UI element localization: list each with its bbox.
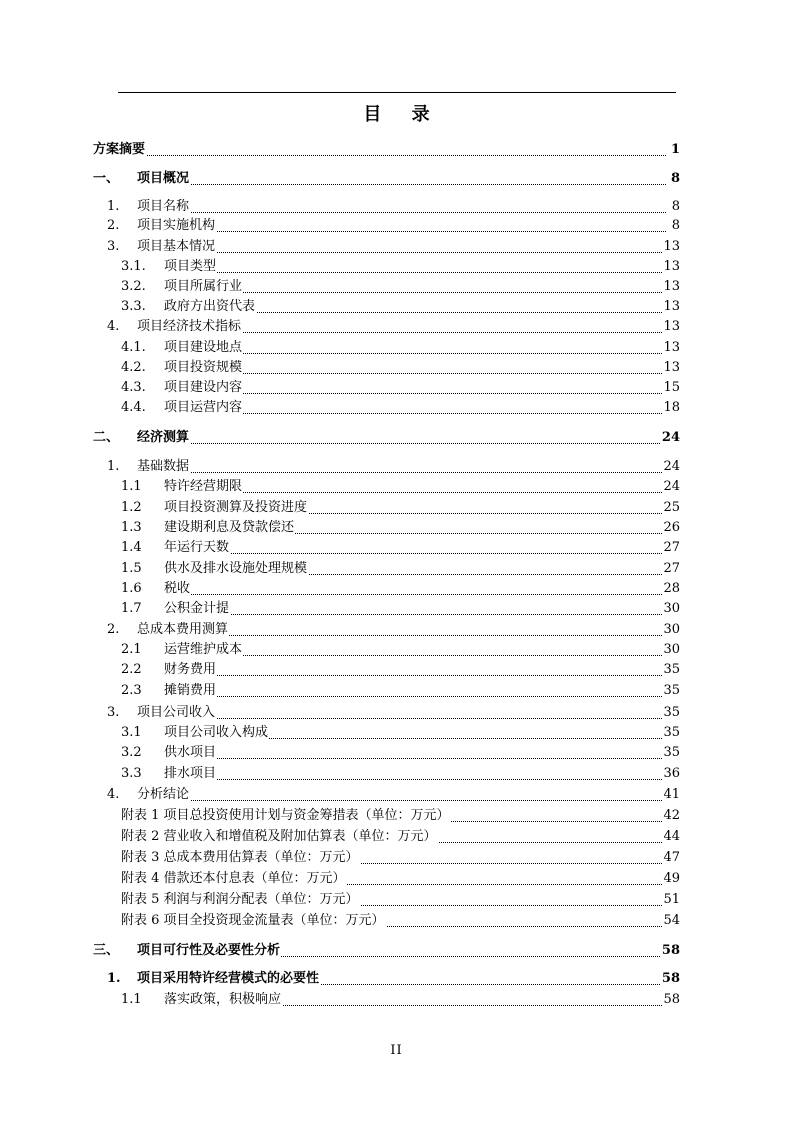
toc-entry[interactable] bbox=[0, 620, 793, 640]
toc-entry[interactable] bbox=[0, 197, 793, 217]
toc-entry-number: 4. bbox=[107, 319, 120, 334]
toc-entry-page: 27 bbox=[662, 538, 680, 558]
toc-entry-number: 1.3 bbox=[121, 520, 142, 535]
toc-entry-page: 49 bbox=[662, 869, 680, 889]
toc-entry[interactable] bbox=[0, 764, 793, 784]
toc-entry-number: 二、 bbox=[93, 430, 120, 445]
toc-entry[interactable] bbox=[0, 216, 793, 236]
toc-entry-number: 3. bbox=[107, 705, 120, 720]
toc-leader-dots bbox=[137, 250, 666, 253]
toc-entry-title: 项目采用特许经营模式的必要性 bbox=[137, 969, 320, 989]
toc-entry-title: 项目公司收入 bbox=[137, 703, 216, 723]
toc-entry-title: 运营维护成本 bbox=[164, 640, 243, 660]
toc-entry[interactable] bbox=[0, 169, 793, 189]
page-number: II bbox=[390, 1043, 403, 1058]
toc-entry-number: 3.3. bbox=[121, 299, 146, 314]
toc-entry-page: 13 bbox=[662, 358, 680, 378]
toc-entry-page: 58 bbox=[662, 990, 680, 1010]
toc-entry-title: 项目实施机构 bbox=[137, 216, 216, 236]
toc-entry-number: 3. bbox=[107, 239, 120, 254]
toc-entry-number: 3.1. bbox=[121, 259, 146, 274]
toc-entry-number: 1.7 bbox=[121, 601, 142, 616]
toc-leader-dots bbox=[137, 182, 666, 185]
toc-entry[interactable] bbox=[0, 518, 793, 538]
toc-entry-number: 4.4. bbox=[121, 400, 146, 415]
toc-entry[interactable] bbox=[0, 428, 793, 448]
toc-entry-title: 附表 5 利润与利润分配表（单位：万元） bbox=[121, 890, 360, 910]
toc-entry[interactable] bbox=[0, 969, 793, 989]
toc-leader-dots bbox=[164, 270, 666, 273]
toc-entry-page: 24 bbox=[662, 477, 680, 497]
toc-entry-title: 项目投资测算及投资进度 bbox=[164, 498, 308, 518]
toc-entry-page: 18 bbox=[662, 398, 680, 418]
toc-entry[interactable] bbox=[0, 140, 793, 160]
toc-entry-page: 26 bbox=[662, 518, 680, 538]
toc-leader-dots bbox=[137, 441, 666, 444]
toc-entry-number: 1.1 bbox=[121, 479, 142, 494]
toc-entry-title: 落实政策，积极响应 bbox=[164, 990, 282, 1010]
toc-leader-dots bbox=[164, 592, 666, 595]
toc-entry-title: 基础数据 bbox=[137, 457, 190, 477]
page-title: 目 录 bbox=[363, 104, 442, 125]
toc-entry-page: 58 bbox=[661, 969, 680, 989]
toc-entry-title: 项目建设地点 bbox=[164, 338, 243, 358]
toc-entry[interactable] bbox=[0, 723, 793, 743]
toc-entry-number: 1.2 bbox=[121, 500, 142, 515]
toc-entry-number: 1.6 bbox=[121, 581, 142, 596]
toc-entry-title: 项目类型 bbox=[164, 257, 217, 277]
toc-entry[interactable] bbox=[0, 317, 793, 337]
toc-entry[interactable] bbox=[0, 338, 793, 358]
toc-entry-title: 年运行天数 bbox=[164, 538, 230, 558]
toc-entry-title: 总成本费用测算 bbox=[137, 620, 229, 640]
toc-leader-dots bbox=[164, 694, 666, 697]
toc-leader-dots bbox=[164, 756, 666, 759]
toc-entry-page: 8 bbox=[671, 197, 680, 217]
toc-entry-page: 35 bbox=[662, 743, 680, 763]
toc-entry-page: 13 bbox=[662, 297, 680, 317]
toc-entry[interactable] bbox=[0, 806, 793, 826]
toc-entry-page: 1 bbox=[670, 140, 680, 160]
toc-leader-dots bbox=[137, 210, 666, 213]
toc-leader-dots bbox=[164, 612, 666, 615]
toc-entry-title: 政府方出资代表 bbox=[164, 297, 256, 317]
toc-entry-number: 1.4 bbox=[121, 540, 142, 555]
toc-entry-title: 附表 4 借款还本付息表（单位：万元） bbox=[121, 869, 347, 889]
toc-entry-title: 项目可行性及必要性分析 bbox=[137, 941, 281, 961]
toc-entry[interactable] bbox=[0, 869, 793, 889]
toc-entry-title: 附表 1 项目总投资使用计划与资金筹措表（单位：万元） bbox=[121, 806, 451, 826]
toc-entry-page: 8 bbox=[670, 169, 680, 189]
toc-entry-page: 25 bbox=[662, 498, 680, 518]
toc-entry-number: 2. bbox=[107, 218, 120, 233]
toc-entry[interactable] bbox=[0, 990, 793, 1010]
toc-entry-title: 附表 2 营业收入和增值税及附加估算表（单位：万元） bbox=[121, 827, 438, 847]
toc-entry-title: 公积金计提 bbox=[164, 599, 230, 619]
toc-entry-title: 经济测算 bbox=[137, 428, 190, 448]
toc-entry-title: 特许经营期限 bbox=[164, 477, 243, 497]
toc-entry[interactable] bbox=[0, 457, 793, 477]
toc-entry-number: 三、 bbox=[93, 943, 120, 958]
toc-entry-title: 税收 bbox=[164, 579, 191, 599]
toc-entry[interactable] bbox=[0, 785, 793, 805]
toc-entry-page: 58 bbox=[661, 941, 680, 961]
toc-entry[interactable] bbox=[0, 477, 793, 497]
toc-entry-page: 35 bbox=[662, 681, 680, 701]
toc-entry-title: 供水项目 bbox=[164, 743, 217, 763]
toc-entry-page: 35 bbox=[662, 703, 680, 723]
toc-entry-title: 项目概况 bbox=[137, 169, 190, 189]
toc-entry[interactable] bbox=[0, 911, 793, 931]
toc-entry-title: 附表 3 总成本费用估算表（单位：万元） bbox=[121, 848, 360, 868]
toc-entry-title: 项目所属行业 bbox=[164, 277, 243, 297]
toc-entry-page: 30 bbox=[662, 599, 680, 619]
toc-entry[interactable] bbox=[0, 297, 793, 317]
toc-entry-number: 2.1 bbox=[121, 642, 142, 657]
toc-entry-title: 摊销费用 bbox=[164, 681, 217, 701]
toc-entry-number: 3.2 bbox=[121, 745, 142, 760]
toc-entry[interactable] bbox=[0, 703, 793, 723]
toc-entry-page: 13 bbox=[662, 257, 680, 277]
toc-entry-page: 8 bbox=[671, 216, 680, 236]
toc-entry[interactable] bbox=[0, 398, 793, 418]
toc-entry-title: 附表 6 项目全投资现金流量表（单位：万元） bbox=[121, 911, 386, 931]
toc-entry-number: 1. bbox=[107, 199, 120, 214]
toc-entry[interactable] bbox=[0, 681, 793, 701]
toc-entry-title: 供水及排水设施处理规模 bbox=[164, 559, 308, 579]
toc-entry-page: 15 bbox=[662, 378, 680, 398]
toc-entry-title: 建设期利息及贷款偿还 bbox=[164, 518, 295, 538]
toc-leader-dots bbox=[164, 673, 666, 676]
toc-entry-page: 24 bbox=[661, 428, 680, 448]
toc-entry-number: 4.3. bbox=[121, 380, 146, 395]
toc-entry[interactable] bbox=[0, 599, 793, 619]
toc-entry-title: 项目公司收入构成 bbox=[164, 723, 269, 743]
toc-entry-number: 2.3 bbox=[121, 683, 142, 698]
toc-entry[interactable] bbox=[0, 941, 793, 961]
toc-leader-dots bbox=[164, 777, 666, 780]
toc-entry[interactable] bbox=[0, 579, 793, 599]
toc-leader-dots bbox=[93, 153, 666, 156]
toc-entry-title: 项目投资规模 bbox=[164, 358, 243, 378]
toc-entry[interactable] bbox=[0, 498, 793, 518]
toc-entry-number: 3.1 bbox=[121, 725, 142, 740]
toc-entry[interactable] bbox=[0, 257, 793, 277]
toc-entry[interactable] bbox=[0, 660, 793, 680]
toc-entry-number: 4.2. bbox=[121, 360, 146, 375]
toc-entry-page: 30 bbox=[662, 620, 680, 640]
toc-entry-number: 一、 bbox=[93, 171, 120, 186]
toc-entry-page: 13 bbox=[662, 317, 680, 337]
toc-entry[interactable] bbox=[0, 743, 793, 763]
toc-leader-dots bbox=[137, 798, 666, 801]
toc-entry-title: 项目运营内容 bbox=[164, 398, 243, 418]
toc-entry[interactable] bbox=[0, 559, 793, 579]
toc-entry-page: 35 bbox=[662, 660, 680, 680]
toc-entry-page: 13 bbox=[662, 338, 680, 358]
toc-entry-number: 1. bbox=[107, 459, 120, 474]
toc-entry-page: 41 bbox=[662, 785, 680, 805]
toc-entry[interactable] bbox=[0, 827, 793, 847]
toc-entry-number: 1. bbox=[107, 971, 121, 986]
toc-entry-number: 2. bbox=[107, 622, 120, 637]
toc-entry-number: 1.5 bbox=[121, 561, 142, 576]
toc-entry-page: 51 bbox=[662, 890, 680, 910]
toc-entry-page: 44 bbox=[662, 827, 680, 847]
toc-leader-dots bbox=[164, 551, 666, 554]
toc-entry-page: 24 bbox=[662, 457, 680, 477]
toc-entry-title: 排水项目 bbox=[164, 764, 217, 784]
toc-leader-dots bbox=[137, 470, 666, 473]
toc-leader-dots bbox=[137, 716, 666, 719]
toc-leader-dots bbox=[137, 229, 666, 232]
toc-entry[interactable] bbox=[0, 890, 793, 910]
toc-entry-title: 项目基本情况 bbox=[137, 237, 216, 257]
toc-entry-page: 35 bbox=[662, 723, 680, 743]
toc-entry-page: 42 bbox=[662, 806, 680, 826]
toc-entry-page: 13 bbox=[662, 237, 680, 257]
toc-entry-number: 2.2 bbox=[121, 662, 142, 677]
toc-entry[interactable] bbox=[0, 378, 793, 398]
toc-entry-number: 1.1 bbox=[121, 992, 142, 1007]
toc-entry[interactable] bbox=[0, 640, 793, 660]
toc-entry-page: 47 bbox=[662, 848, 680, 868]
toc-entry-page: 13 bbox=[662, 277, 680, 297]
toc-entry[interactable] bbox=[0, 277, 793, 297]
toc-entry-page: 27 bbox=[662, 559, 680, 579]
toc-entry-number: 3.3 bbox=[121, 766, 142, 781]
toc-entry[interactable] bbox=[0, 538, 793, 558]
toc-entry[interactable] bbox=[0, 237, 793, 257]
toc-entry-title: 项目建设内容 bbox=[164, 378, 243, 398]
toc-entry-title: 项目经济技术指标 bbox=[137, 317, 242, 337]
toc-entry-page: 54 bbox=[662, 911, 680, 931]
toc-entry-page: 30 bbox=[662, 640, 680, 660]
toc-entry-title: 方案摘要 bbox=[93, 140, 146, 160]
toc-entry-title: 项目名称 bbox=[137, 197, 190, 217]
toc-entry-title: 财务费用 bbox=[164, 660, 217, 680]
toc-entry-page: 36 bbox=[662, 764, 680, 784]
toc-entry-number: 4. bbox=[107, 787, 120, 802]
toc-entry-title: 分析结论 bbox=[137, 785, 190, 805]
toc-entry[interactable] bbox=[0, 848, 793, 868]
toc-entry[interactable] bbox=[0, 358, 793, 378]
toc-entry-number: 3.2. bbox=[121, 279, 146, 294]
toc-entry-page: 28 bbox=[662, 579, 680, 599]
toc-entry-number: 4.1. bbox=[121, 340, 146, 355]
